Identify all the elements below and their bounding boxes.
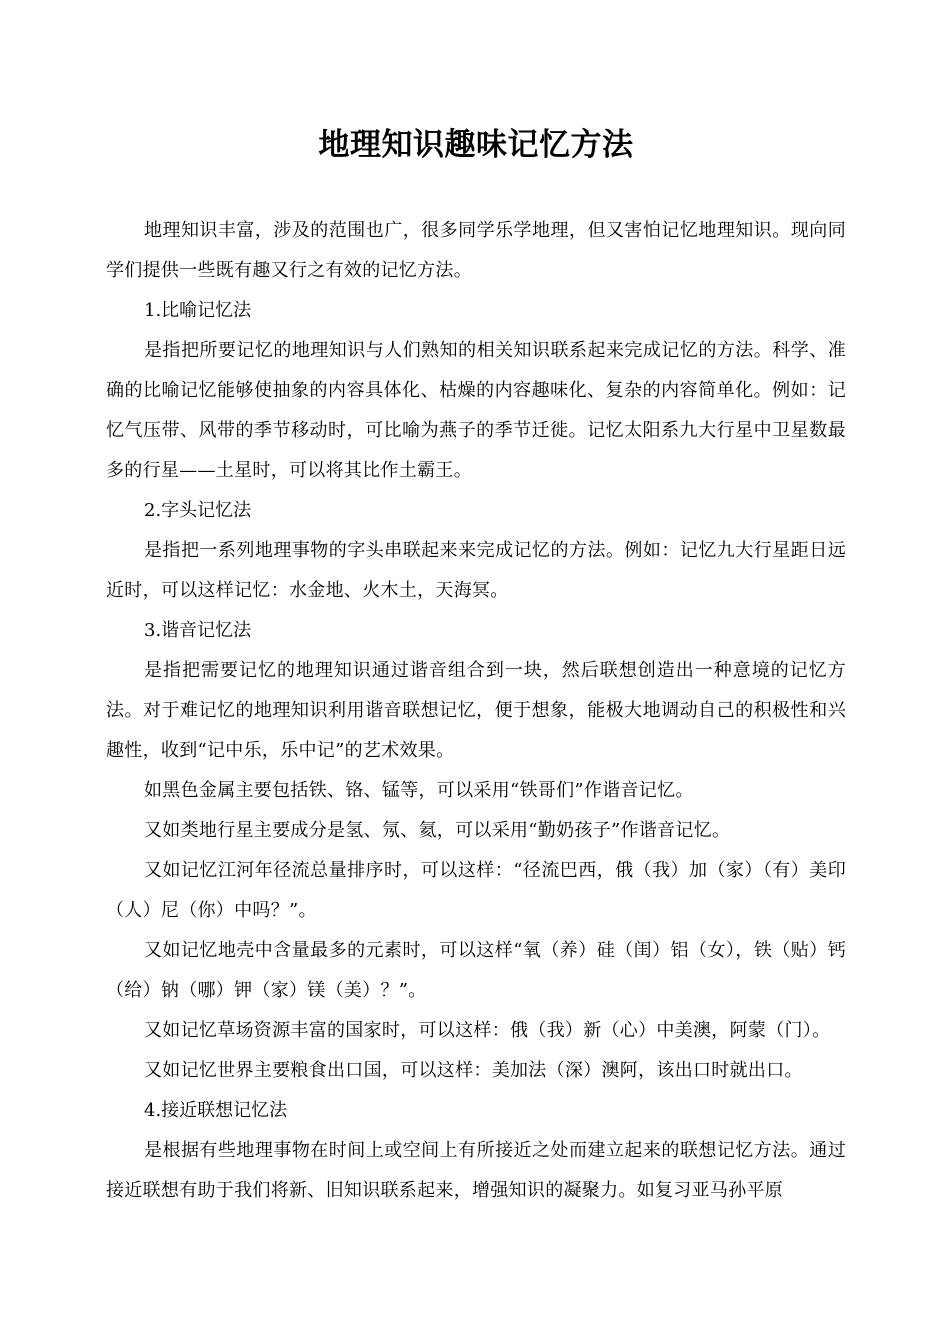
paragraph-example-elements: 又如记忆地壳中含量最多的元素时，可以这样“氧（养）硅（闺）铝（女），铁（贴）钙（给）钠（哪）钾（家）镁（美）？”。	[106, 940, 846, 1001]
section-heading-initials: 2.字头记忆法	[144, 500, 252, 521]
paragraph-example-grassland: 又如记忆草场资源丰富的国家时，可以这样：俄（我）新（心）中美澳，阿蒙（门）。	[144, 1020, 831, 1041]
section-heading-metaphor: 1.比喻记忆法	[144, 300, 252, 321]
section-heading-proximity: 4.接近联想记忆法	[144, 1100, 288, 1121]
paragraph-example-ferrous: 如黑色金属主要包括铁、铬、锰等，可以采用“铁哥们”作谐音记忆。	[144, 780, 694, 801]
paragraph-proximity: 是根据有些地理事物在时间上或空间上有所接近之处而建立起来的联想记忆方法。通过接近联想有助于我们将新、旧知识联系起来，增强知识的凝聚力。如复习亚马孙平原	[106, 1140, 846, 1201]
paragraph-homophone: 是指把需要记忆的地理知识通过谐音组合到一块，然后联想创造出一种意境的记忆方法。对于难记忆的地理知识利用谐音联想记忆，便于想象，能极大地调动自己的积极性和兴趣性，收到“记中乐，乐中记”的艺术效果。	[106, 660, 846, 761]
paragraph-initials: 是指把一系列地理事物的字头串联起来来完成记忆的方法。例如：记忆九大行星距日远近时，可以这样记忆：水金地、火木土，天海冥。	[106, 540, 846, 601]
intro-paragraph: 地理知识丰富，涉及的范围也广，很多同学乐学地理，但又害怕记忆地理知识。现向同学们提供一些既有趣又行之有效的记忆方法。	[106, 220, 846, 281]
document-body	[106, 211, 846, 1211]
paragraph-example-grain: 又如记忆世界主要粮食出口国，可以这样：美加法（深）澳阿，该出口时就出口。	[144, 1060, 803, 1081]
section-heading-homophone: 3.谐音记忆法	[144, 620, 252, 641]
paragraph-example-runoff: 又如记忆江河年径流总量排序时，可以这样：“径流巴西，俄（我）加（家）（有）美印（人）尼（你）中吗？”。	[106, 860, 846, 921]
paragraph-example-planets: 又如类地行星主要成分是氢、氖、氦，可以采用“勤奶孩子”作谐音记忆。	[144, 820, 731, 841]
document-title: 地理知识趣味记忆方法	[318, 127, 634, 163]
document-page	[106, 0, 846, 1211]
paragraph-metaphor: 是指把所要记忆的地理知识与人们熟知的相关知识联系起来完成记忆的方法。科学、准确的比喻记忆能够使抽象的内容具体化、枯燥的内容趣味化、复杂的内容简单化。例如：记忆气压带、风带的季节移动时，可比喻为燕子的季节迁徙。记忆太阳系九大行星中卫星数最多的行星——土星时，可以将其比作土霸王。	[106, 340, 846, 481]
